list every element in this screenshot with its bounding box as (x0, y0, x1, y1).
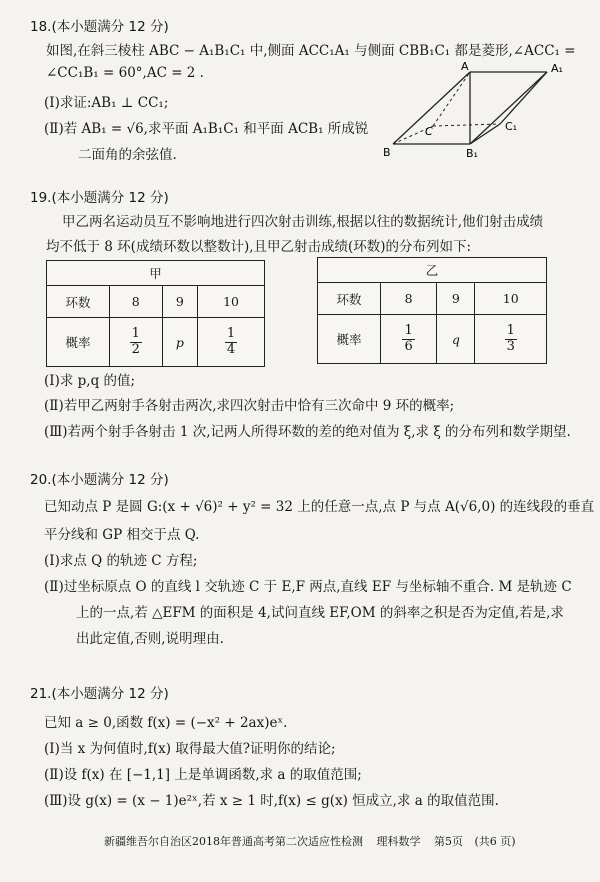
q19-part2: (Ⅱ)若甲乙两射手各射击两次,求四次射击中恰有三次命中 9 环的概率; (44, 398, 455, 414)
table-yi-prob-2: $\frac{1}{3}$ (506, 323, 515, 354)
footer-total: (共6 页) (474, 835, 516, 848)
q19-line2: 均不低于 8 环(成绩环数以整数计),且甲乙射击成绩(环数)的分布列如下: (46, 239, 472, 255)
table-yi-prob-0: $\frac{1}{6}$ (404, 323, 413, 354)
footer-subject: 理科数学 (376, 835, 421, 848)
q18-part1: (Ⅰ)求证:AB₁ ⊥ CC₁; (44, 95, 169, 111)
table-yi-rowlabel-score: 环数 (318, 283, 381, 315)
table-jia (46, 260, 265, 367)
q21-line1: 已知 a ≥ 0,函数 f(x) = (−x² + 2ax)eˣ. (44, 715, 288, 731)
table-jia-value-0: 8 (110, 286, 163, 318)
q20-part2c: 出此定值,否则,说明理由. (76, 631, 224, 647)
q21-part3: (Ⅲ)设 g(x) = (x − 1)e²ˣ,若 x ≥ 1 时,f(x) ≤ g(x) 恒成立,求 a 的取值范围. (44, 793, 499, 809)
table-jia-value-1: 9 (162, 286, 198, 318)
label-A: A (461, 60, 469, 73)
q18-part2b: 二面角的余弦值. (78, 147, 177, 163)
table-yi-rowlabel-prob: 概率 (318, 315, 381, 364)
label-B1: B₁ (466, 147, 478, 160)
q21-part2: (Ⅱ)设 f(x) 在 [−1,1] 上是单调函数,求 a 的取值范围; (44, 767, 362, 783)
table-yi (317, 257, 547, 364)
q21-heading: 21.(本小题满分 12 分) (30, 686, 169, 702)
table-yi-prob-1: q (437, 315, 475, 364)
q19-part3: (Ⅲ)若两个射手各射击 1 次,记两人所得环数的差的绝对值为 ξ,求 ξ 的分布列和数学期望. (44, 424, 571, 440)
q21-part1: (Ⅰ)当 x 为何值时,f(x) 取得最大值?证明你的结论; (44, 741, 336, 757)
q19-line1: 甲乙两名运动员互不影响地进行四次射击训练,根据以往的数据统计,他们射击成绩 (62, 214, 544, 230)
table-jia-value-2: 10 (198, 286, 265, 318)
q20-part2b: 上的一点,若 △EFM 的面积是 4,试问直线 EF,OM 的斜率之积是否为定值,若是,求 (76, 605, 564, 621)
label-A1: A₁ (551, 62, 563, 75)
q20-line1: 已知动点 P 是圆 G:(x + √6)² + y² = 32 上的任意一点,点 P 与点 A(√6,0) 的连线段的垂直 (44, 499, 595, 515)
q20-part1: (Ⅰ)求点 Q 的轨迹 C 方程; (44, 553, 198, 569)
label-B: B (383, 146, 391, 159)
table-jia-prob-2: $\frac{1}{4}$ (226, 326, 236, 357)
q19-heading: 19.(本小题满分 12 分) (30, 190, 169, 206)
q18-part2a: (Ⅱ)若 AB₁ = √6,求平面 A₁B₁C₁ 和平面 ACB₁ 所成锐 (44, 121, 369, 137)
table-jia-prob-1: p (162, 318, 198, 367)
prism-figure (375, 58, 580, 163)
table-yi-value-1: 9 (437, 283, 475, 315)
q18-heading: 18.(本小题满分 12 分) (30, 19, 169, 35)
table-yi-value-0: 8 (381, 283, 437, 315)
table-yi-title: 乙 (318, 258, 547, 283)
table-jia-rowlabel-prob: 概率 (47, 318, 110, 367)
q20-part2a: (Ⅱ)过坐标原点 O 的直线 l 交轨迹 C 于 E,F 两点,直线 EF 与坐标轴不重合. M 是轨迹 C (44, 579, 572, 595)
q18-line1: 如图,在斜三棱柱 ABC − A₁B₁C₁ 中,侧面 ACC₁A₁ 与侧面 CBB₁C₁ 都是菱形,∠ACC₁ = (46, 43, 576, 59)
footer-exam: 新疆维吾尔自治区2018年普通高考第二次适应性检测 (104, 835, 363, 848)
table-jia-title: 甲 (47, 261, 265, 286)
q19-part1: (Ⅰ)求 p,q 的值; (44, 373, 136, 389)
footer (104, 833, 516, 849)
q20-heading: 20.(本小题满分 12 分) (30, 472, 169, 488)
footer-page: 第5页 (434, 835, 463, 848)
label-C: C (425, 125, 433, 138)
table-yi-value-2: 10 (475, 283, 547, 315)
table-jia-rowlabel-score: 环数 (47, 286, 110, 318)
q18-line2: ∠CC₁B₁ = 60°,AC = 2 . (46, 65, 204, 81)
table-jia-prob-0: $\frac{1}{2}$ (131, 326, 140, 357)
q20-line2: 平分线和 GP 相交于点 Q. (44, 527, 200, 543)
label-C1: C₁ (505, 120, 518, 133)
